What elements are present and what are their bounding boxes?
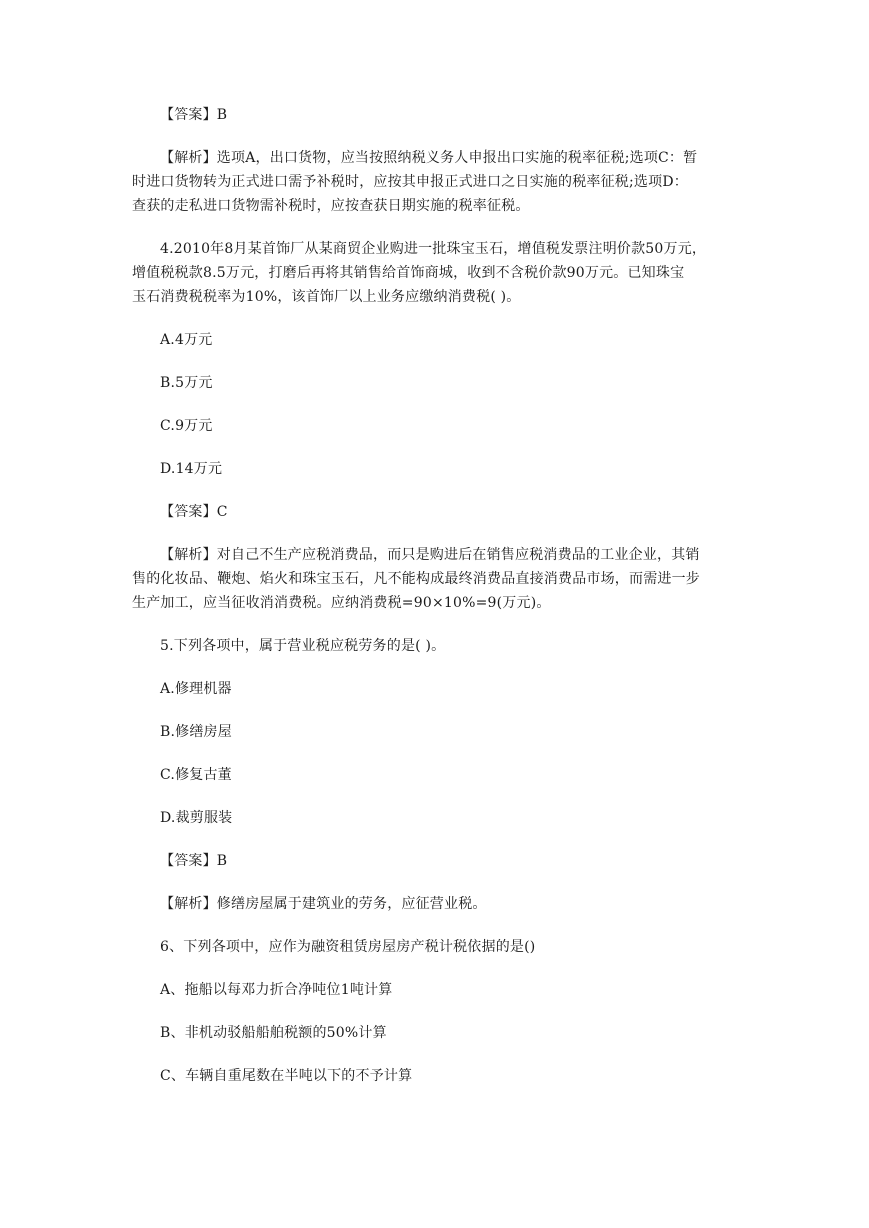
text-line: 【答案】C (160, 504, 228, 520)
text-line: C.修复古董 (160, 767, 232, 783)
text-line: 【解析】对自己不生产应税消费品，而只是购进后在销售应税消费品的工业企业，其销 (160, 547, 700, 563)
text-line: 【解析】修缮房屋属于建筑业的劳务，应征营业税。 (160, 896, 487, 912)
answer-1 (132, 103, 742, 127)
text-line: 5.下列各项中，属于营业税应税劳务的是( )。 (160, 638, 446, 654)
text-line: 生产加工，应当征收消消费税。应纳消费税=90×10%=9(万元)。 (132, 595, 551, 611)
question-6 (132, 935, 742, 959)
text-line: 【答案】B (160, 853, 228, 869)
text-line: C.9万元 (160, 418, 213, 434)
answer-3 (132, 849, 742, 873)
text-line: C、车辆自重尾数在半吨以下的不予计算 (160, 1068, 413, 1084)
text-line: B、非机动驳船船舶税额的50%计算 (160, 1025, 387, 1041)
text-line: 售的化妆品、鞭炮、焰火和珠宝玉石，凡不能构成最终消费品直接消费品市场，而需进一步 (132, 571, 700, 587)
text-line: 6、下列各项中，应作为融资租赁房屋房产税计税依据的是() (160, 939, 536, 955)
answer-2 (132, 500, 742, 524)
analysis-2 (132, 543, 742, 615)
text-line: 查获的走私进口货物需补税时，应按查获日期实施的税率征税。 (132, 198, 530, 214)
option-a (132, 328, 742, 352)
analysis-1 (132, 146, 742, 218)
text-line: 【解析】选项A，出口货物，应当按照纳税义务人申报出口实施的税率征税;选项C：暂 (160, 150, 698, 166)
option-c (132, 1064, 742, 1088)
question-4 (132, 237, 742, 309)
text-line: 4.2010年8月某首饰厂从某商贸企业购进一批珠宝玉石，增值税发票注明价款50万元， (160, 241, 707, 257)
analysis-3 (132, 892, 742, 916)
option-b (132, 720, 742, 744)
question-5 (132, 634, 742, 658)
option-c (132, 763, 742, 787)
option-b (132, 1021, 742, 1045)
option-d (132, 457, 742, 481)
option-a (132, 978, 742, 1002)
text-line: A.修理机器 (160, 681, 232, 697)
text-line: D.14万元 (160, 461, 223, 477)
option-b (132, 371, 742, 395)
option-a (132, 677, 742, 701)
text-line: A、拖船以每邓力折合净吨位1吨计算 (160, 982, 393, 998)
text-line: A.4万元 (160, 332, 213, 348)
text-line: 增值税税款8.5万元，打磨后再将其销售给首饰商城，收到不含税价款90万元。已知珠宝 (132, 265, 685, 281)
option-d (132, 806, 742, 830)
text-line: B.修缮房屋 (160, 724, 232, 740)
document-page (132, 103, 742, 1107)
text-line: B.5万元 (160, 375, 213, 391)
text-line: 时进口货物转为正式进口需予补税时，应按其申报正式进口之日实施的税率征税;选项D： (132, 174, 688, 190)
text-line: 玉石消费税税率为10%，该首饰厂以上业务应缴纳消费税( )。 (132, 289, 521, 305)
text-line: D.裁剪服装 (160, 810, 233, 826)
option-c (132, 414, 742, 438)
text-line: 【答案】B (160, 107, 228, 123)
